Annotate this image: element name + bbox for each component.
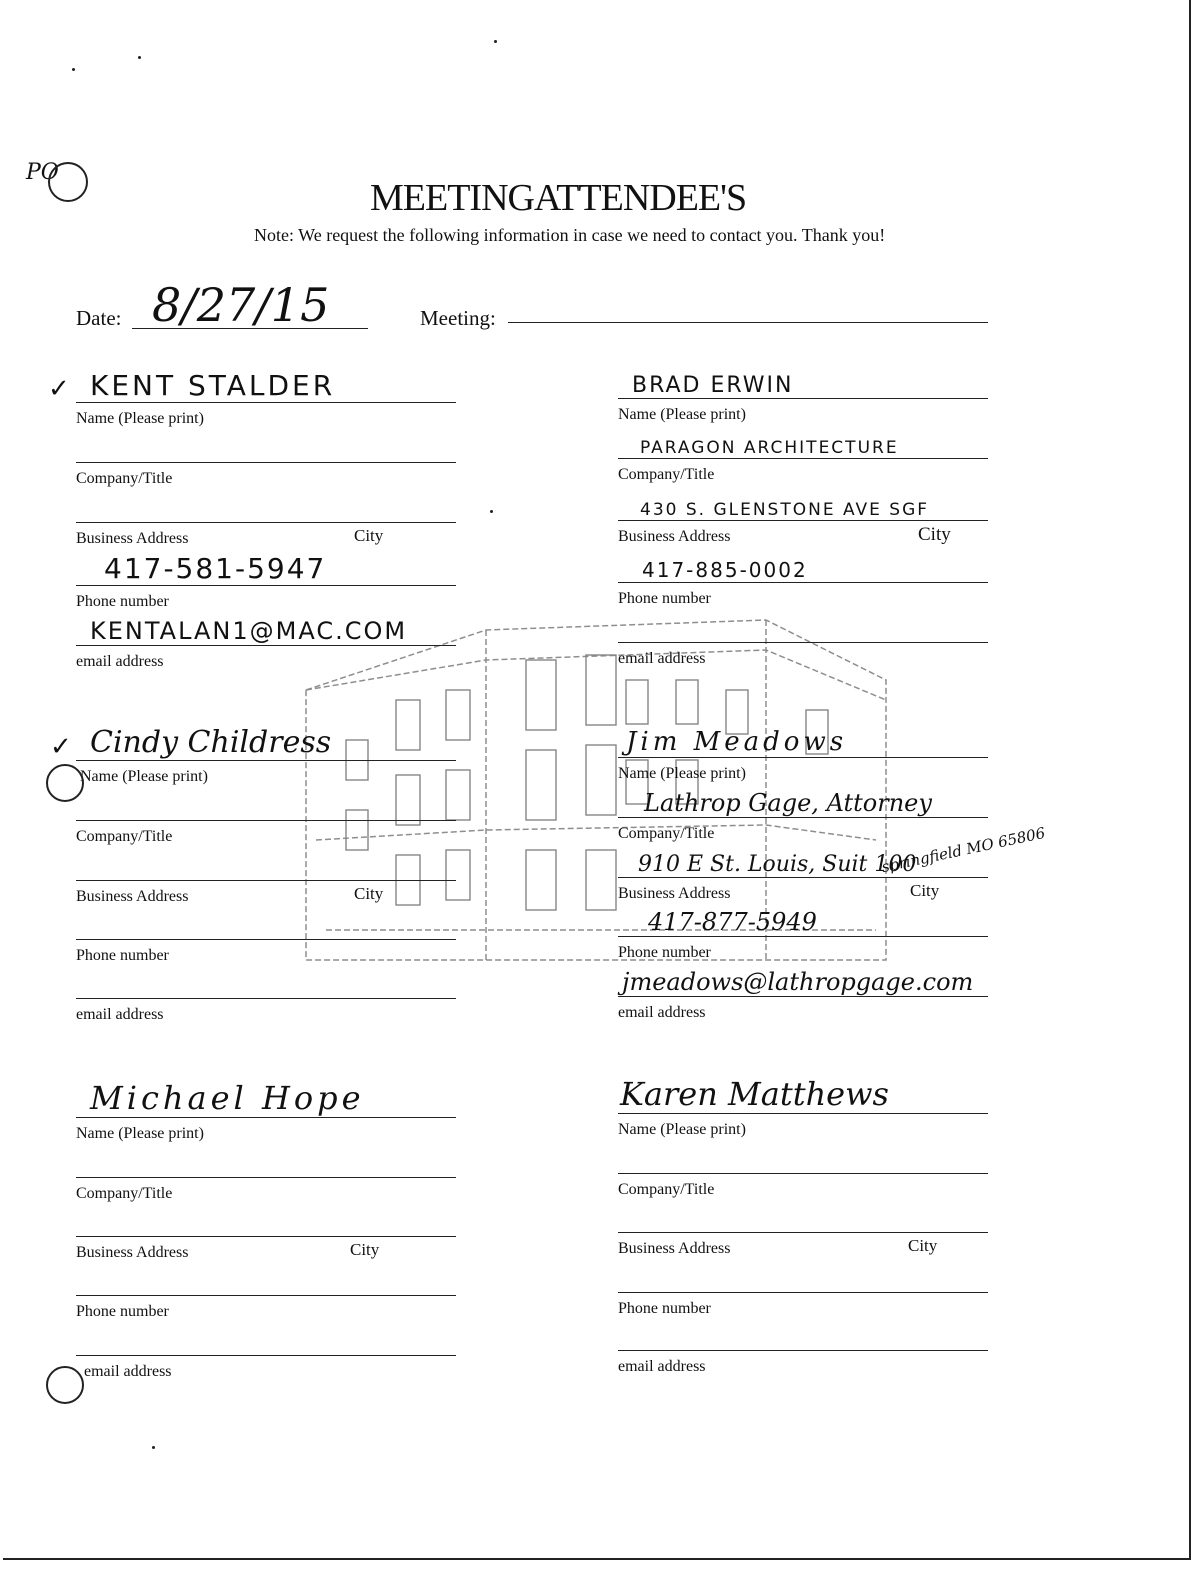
attendee-6-email-field[interactable] [618,1350,988,1410]
attendee-5-address-field[interactable] [76,1236,456,1296]
field-line [76,522,456,523]
attendee-6-address-field[interactable] [618,1232,988,1292]
address-label: Business Address [618,885,731,902]
company-label: Company/Title [618,466,715,483]
field-line [618,398,988,399]
field-line [76,880,456,881]
field-line [618,936,988,937]
field-line [76,1117,456,1118]
attendee-3-company-field[interactable] [76,820,456,880]
field-line [618,1292,988,1293]
email-label: email address [76,1006,164,1023]
field-line [618,1173,988,1174]
name-label: Name (Please print) [76,410,204,427]
attendee-6-name-field[interactable] [618,1075,988,1173]
field-line [76,820,456,821]
attendee-4-company: Lathrop Gage, Attorney [644,789,932,817]
attendee-1-email-field[interactable] [76,617,456,705]
attendee-5-company-field[interactable] [76,1177,456,1237]
date-label: Date: [76,306,122,330]
name-label: Name (Please print) [618,406,746,423]
attendee-3-email-field[interactable] [76,998,456,1058]
check-mark: ✓ [50,732,72,762]
attendee-6-company-field[interactable] [618,1173,988,1233]
attendee-6-name: Karen Matthews [620,1075,889,1113]
attendee-1-company-field[interactable] [76,462,456,522]
address-label: Business Address [76,530,189,547]
attendee-3-address-field[interactable] [76,880,456,940]
attendee-2-email-field[interactable] [618,642,988,702]
company-label: Company/Title [76,1185,173,1202]
attendee-2-address: 430 S. GLENSTONE AVE SGF [640,500,930,520]
field-line [76,1355,456,1356]
name-label: Name (Please print) [76,1125,204,1142]
field-line [618,458,988,459]
city-label: City [918,524,951,545]
field-line [618,877,988,878]
attendee-4-name: Jim Meadows [626,727,848,757]
attendee-3-phone-field[interactable] [76,939,456,999]
name-label: Name (Please print) [618,765,746,782]
company-label: Company/Title [618,1181,715,1198]
field-line [76,998,456,999]
field-line [618,1113,988,1114]
attendee-2-company: PARAGON ARCHITECTURE [640,438,899,458]
field-line [76,585,456,586]
circle-mark [46,764,84,802]
email-label: email address [618,1004,706,1021]
attendee-1-name-field[interactable] [76,369,456,462]
phone-label: Phone number [618,1300,711,1317]
attendee-4-email: jmeadows@lathropgage.com [622,968,974,996]
field-line [76,645,456,646]
field-line [76,462,456,463]
check-mark: ✓ [48,374,70,404]
address-label: Business Address [618,1240,731,1257]
attendee-3-name: Cindy Childress [90,725,332,760]
email-label: email address [76,653,164,670]
city-label: City [908,1236,938,1255]
circle-mark [46,1366,84,1404]
field-line [618,1232,988,1233]
email-label: email address [618,1358,706,1375]
right-column [618,0,1047,1571]
left-column [76,0,456,1571]
field-line [618,582,988,583]
email-label: email address [84,1363,172,1380]
attendee-4-email-field[interactable] [618,968,988,1056]
city-label: City [910,881,940,900]
attendee-1-phone: 417-581-5947 [104,552,327,585]
attendee-4-address: 910 E St. Louis, Suit 100 [638,852,917,877]
attendee-3-name-field[interactable] [76,725,456,820]
corner-scribble: PO [26,160,59,185]
attendee-5-email-field[interactable] [76,1355,456,1415]
attendee-1-name: KENT STALDER [90,369,336,402]
city-label: City [354,884,384,903]
address-label: Business Address [618,528,731,545]
attendee-4-phone: 417-877-5949 [648,908,817,936]
field-line [76,1177,456,1178]
field-line [618,996,988,997]
attendee-6-phone-field[interactable] [618,1292,988,1352]
company-label: Company/Title [76,828,173,845]
phone-label: Phone number [76,593,169,610]
company-label: Company/Title [76,470,173,487]
field-line [76,760,456,761]
phone-label: Phone number [618,590,711,607]
field-line [76,1295,456,1296]
attendee-2-phone-field[interactable] [618,558,988,642]
name-label: Name (Please print) [80,768,208,785]
speck [490,510,493,513]
attendee-2-name: BRAD ERWIN [632,373,794,398]
address-label: Business Address [76,888,189,905]
attendee-1-email: KENTALAN1@MAC.COM [90,617,408,645]
meeting-label: Meeting: [420,306,496,330]
field-line [76,402,456,403]
attendee-5-name: Michael Hope [90,1079,365,1117]
address-label: Business Address [76,1244,189,1261]
attendee-2-phone: 417-885-0002 [642,558,808,582]
name-label: Name (Please print) [618,1121,746,1138]
city-label: City [354,526,384,545]
field-line [618,642,988,643]
phone-label: Phone number [76,947,169,964]
speck [494,40,497,43]
email-label: email address [618,650,706,667]
company-label: Company/Title [618,825,715,842]
field-line [76,939,456,940]
field-line [618,817,988,818]
phone-label: Phone number [76,1303,169,1320]
contact-note: Note: We request the following information in case we need to contact you. Thank you! [254,225,886,245]
field-line [618,1350,988,1351]
field-line [76,1236,456,1237]
field-line [618,520,988,521]
field-line [618,757,988,758]
attendee-5-phone-field[interactable] [76,1295,456,1355]
page-title: MEETINGATTENDEE'S [370,177,747,219]
city-label: City [350,1240,380,1259]
attendee-5-name-field[interactable] [76,1079,456,1177]
date-value: 8/27/15 [152,278,330,332]
attendee-4-city: springfield MO 65806 [879,823,1047,877]
speck [72,68,75,71]
phone-label: Phone number [618,944,711,961]
